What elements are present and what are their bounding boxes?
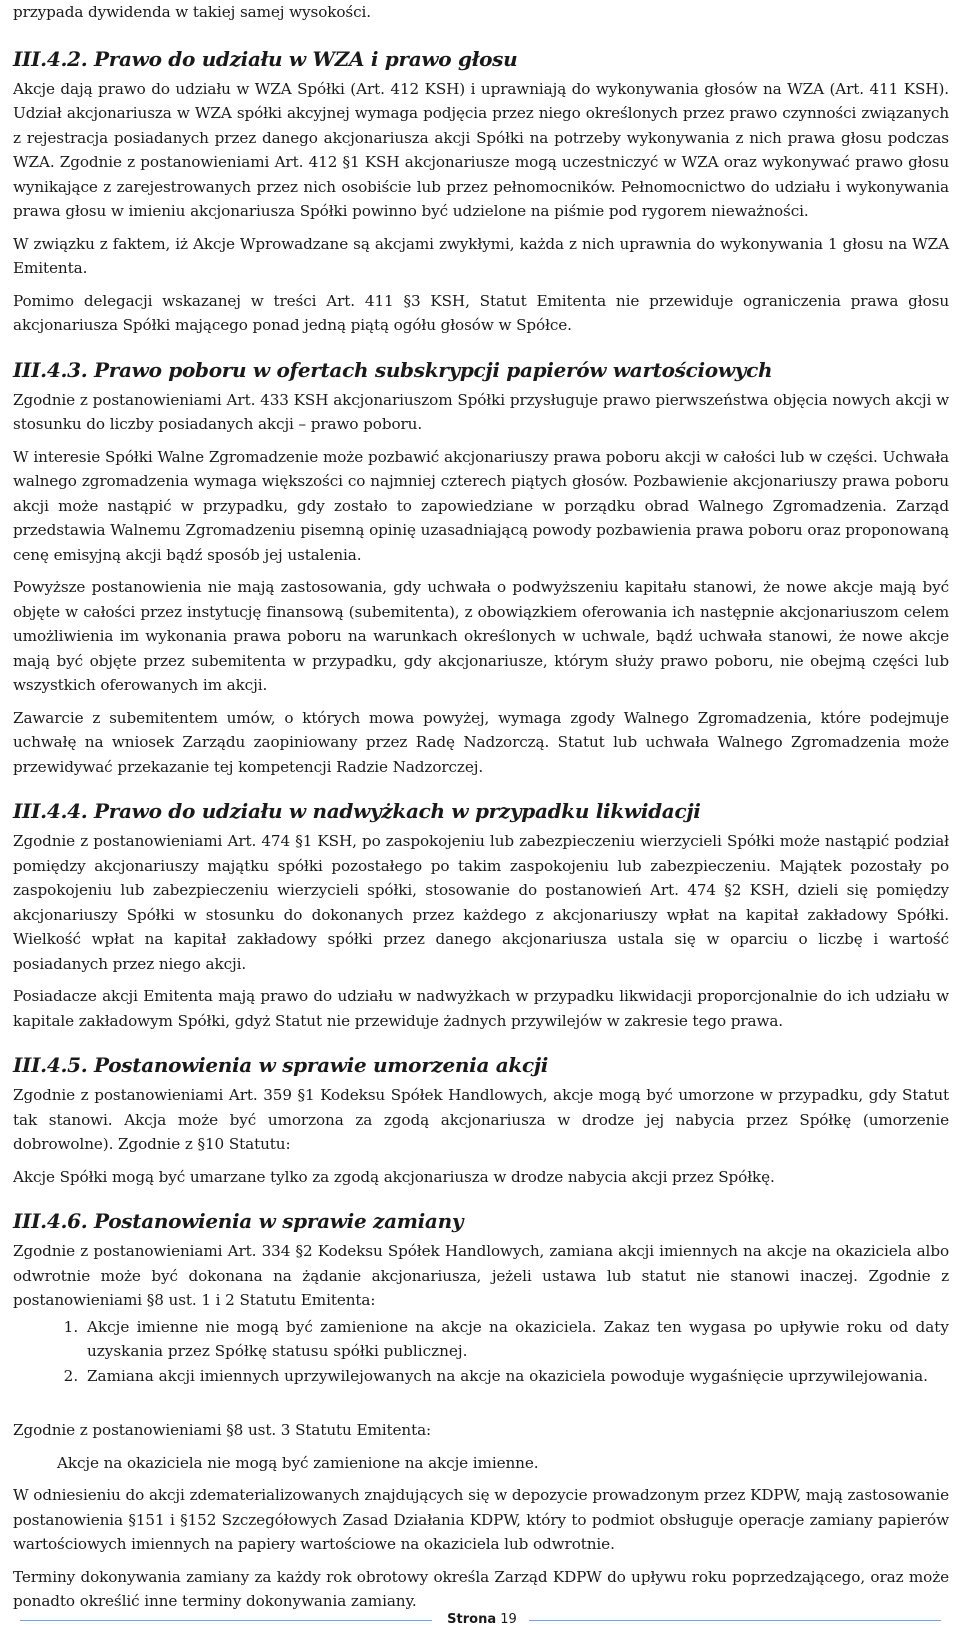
quoted-paragraph: Akcje na okaziciela nie mogą być zamienione na akcje imienne. — [57, 1453, 539, 1472]
page-footer — [0, 1610, 960, 1632]
list-item: 2. Zamiana akcji imiennych uprzywilejowanych na akcje na okaziciela powoduje wygaśnięcie uprzywilejowania. — [83, 1364, 949, 1389]
paragraph: Zawarcie z subemitentem umów, o których mowa powyżej, wymaga zgody Walnego Zgromadzenia, które podejmuje uchwałę na wniosek Zarządu zaopiniowany przez Radę Nadzorczą. Statut lub uchwała Walnego Zgromadzenia może przewidywać przekazanie tej kompetencji Radzie Nadzorczej. — [13, 708, 949, 776]
section-prawo-do-udzialu-w-wza — [13, 47, 949, 338]
list-item: 1. Akcje imienne nie mogą być zamienione na akcje na okaziciela. Zakaz ten wygasa po upływie roku od daty uzyskania przez Spółkę statusu spółki publicznej. — [83, 1315, 949, 1364]
numbered-list — [13, 1315, 949, 1389]
paragraph: Akcje Spółki mogą być umarzane tylko za zgodą akcjonariusza w drodze nabycia akcji przez Spółkę. — [13, 1167, 775, 1186]
paragraph: Zgodnie z postanowieniami §8 ust. 3 Statutu Emitenta: — [13, 1421, 432, 1439]
paragraph: W związku z faktem, iż Akcje Wprowadzane są akcjami zwykłymi, każda z nich uprawnia do wykonywania 1 głosu na WZA Emitenta. — [13, 234, 949, 277]
paragraph: Zgodnie z postanowieniami Art. 474 §1 KSH, po zaspokojeniu lub zabezpieczeniu wierzycieli Spółki może nastąpić podział pomiędzy akcjonariuszy majątku spółki pozostałego po takim zaspokojeniu lub zabezpieczeniu. Majątek pozostały po zaspokojeniu lub zabezpieczeniu wierzycieli spółki, stosowanie do postanowień Art. 474 §2 KSH, dzieli się pomiędzy akcjonariuszy Spółki w stosunku do dokonanych przez każdego z akcjonariuszy wpłat na kapitał zakładowy Spółki. Wielkość wpłat na kapitał zakładowy spółki przez danego akcjonariusza ustala się w oparciu o liczbę i wartość posiadanych przez niego akcji. — [13, 832, 949, 973]
paragraph: Zgodnie z postanowieniami Art. 334 §2 Kodeksu Spółek Handlowych, zamiana akcji imiennych na akcje na okaziciela albo odwrotnie może być dokonana na żądanie akcjonariusza, jeżeli ustawa lub statut nie stanowi inaczej. Zgodnie z postanowieniami §8 ust. 1 i 2 Statutu Emitenta: — [13, 1242, 949, 1309]
paragraph: Akcje dają prawo do udziału w WZA Spółki (Art. 412 KSH) i uprawniają do wykonywania głosów na WZA (Art. 411 KSH). Udział akcjonariusza w WZA spółki akcyjnej wymaga podjęcia przez niego określonych przez prawo czynności związanych z rejestracja posiadanych przez danego akcjonariusza akcji Spółki na potrzeby wykonywania z nich prawa głosu podczas WZA. Zgodnie z postanowieniami Art. 412 §1 KSH akcjonariusze mogą uczestniczyć w WZA oraz wykonywać prawo głosu wynikające z zarejestrowanych przez nich osobiście lub przez pełnomocników. Pełnomocnictwo do udziału i wykonywania prawa głosu w imieniu akcjonariusza Spółki powinno być udzielone na piśmie pod rygorem nieważności. — [13, 79, 949, 220]
footer-divider-left — [20, 1620, 432, 1621]
section-prawo-do-nadwyzek — [13, 799, 949, 1033]
section-heading: III.4.3. Prawo poboru w ofertach subskrypcji papierów wartościowych — [13, 357, 773, 382]
footer-divider-right — [529, 1620, 941, 1621]
paragraph: Zgodnie z postanowieniami Art. 433 KSH akcjonariuszom Spółki przysługuje prawo pierwszeństwa objęcia nowych akcji w stosunku do liczby posiadanych akcji – prawo poboru. — [13, 390, 949, 433]
document-page — [13, 0, 949, 1634]
section-heading: III.4.6. Postanowienia w sprawie zamiany — [13, 1209, 464, 1233]
section-zamiana-akcji — [13, 1209, 949, 1614]
paragraph: Pomimo delegacji wskazanej w treści Art. 411 §3 KSH, Statut Emitenta nie przewiduje ograniczenia prawa głosu akcjonariusza Spółki mającego ponad jedną piątą ogółu głosów w Spółce. — [13, 291, 949, 334]
paragraph: Zgodnie z postanowieniami Art. 359 §1 Kodeksu Spółek Handlowych, akcje mogą być umorzone w przypadku, gdy Statut tak stanowi. Akcja może być umorzona za zgodą akcjonariusza w drodze jej nabycia przez Spółkę (umorzenie dobrowolne). Zgodnie z §10 Statutu: — [13, 1086, 949, 1153]
section-heading: III.4.5. Postanowienia w sprawie umorzenia akcji — [13, 1053, 549, 1077]
paragraph: Posiadacze akcji Emitenta mają prawo do udziału w nadwyżkach w przypadku likwidacji proporcjonalnie do ich udziału w kapitale zakładowym Spółki, gdyż Statut nie przewiduje żadnych przywilejów w zakresie tego prawa. — [13, 987, 949, 1030]
section-prawo-poboru — [13, 358, 949, 780]
page-number — [436, 1610, 528, 1630]
paragraph: Terminy dokonywania zamiany za każdy rok obrotowy określa Zarząd KDPW do upływu roku poprzedzającego, oraz może ponadto określić inne terminy dokonywania zamiany. — [13, 1567, 949, 1610]
section-umorzenie-akcji — [13, 1053, 949, 1189]
intro-fragment: przypada dywidenda w takiej samej wysokości. — [13, 3, 371, 21]
page-number-value: 19 — [500, 1612, 517, 1627]
section-heading: III.4.2. Prawo do udziału w WZA i prawo głosu — [13, 46, 518, 71]
section-heading: III.4.4. Prawo do udziału w nadwyżkach w przypadku likwidacji — [13, 799, 701, 823]
paragraph: W odniesieniu do akcji zdematerializowanych znajdujących się w depozycie prowadzonym przez KDPW, mają zastosowanie postanowienia §151 i §152 Szczegółowych Zasad Działania KDPW, który to podmiot obsługuje operacje zamiany papierów wartościowych imiennych na papiery wartościowe na okaziciela lub odwrotnie. — [13, 1486, 949, 1553]
paragraph: W interesie Spółki Walne Zgromadzenie może pozbawić akcjonariuszy prawa poboru akcji w całości lub w części. Uchwała walnego zgromadzenia wymaga większości co najmniej czterech piątych głosów. Pozbawienie akcjonariuszy prawa poboru akcji może nastąpić w przypadku, gdy zostało to zapowiedziane w porządku obrad Walnego Zgromadzenia. Zarząd przedstawia Walnemu Zgromadzeniu pisemną opinię uzasadniającą powody pozbawienia prawa poboru oraz proponowaną cenę emisyjną akcji bądź sposób jej ustalenia. — [13, 447, 949, 564]
page-label: Strona — [447, 1612, 497, 1627]
paragraph: Powyższe postanowienia nie mają zastosowania, gdy uchwała o podwyższeniu kapitału stanowi, że nowe akcje mają być objęte w całości przez instytucję finansową (subemitenta), z obowiązkiem oferowania ich następnie akcjonariuszom celem umożliwienia im wykonania prawa poboru na warunkach określonych w uchwale, bądź uchwała stanowi, że nowe akcje mają być objęte przez subemitenta w przypadku, gdy akcjonariusze, którym służy prawo poboru, nie obejmą części lub wszystkich oferowanych im akcji. — [13, 578, 949, 694]
